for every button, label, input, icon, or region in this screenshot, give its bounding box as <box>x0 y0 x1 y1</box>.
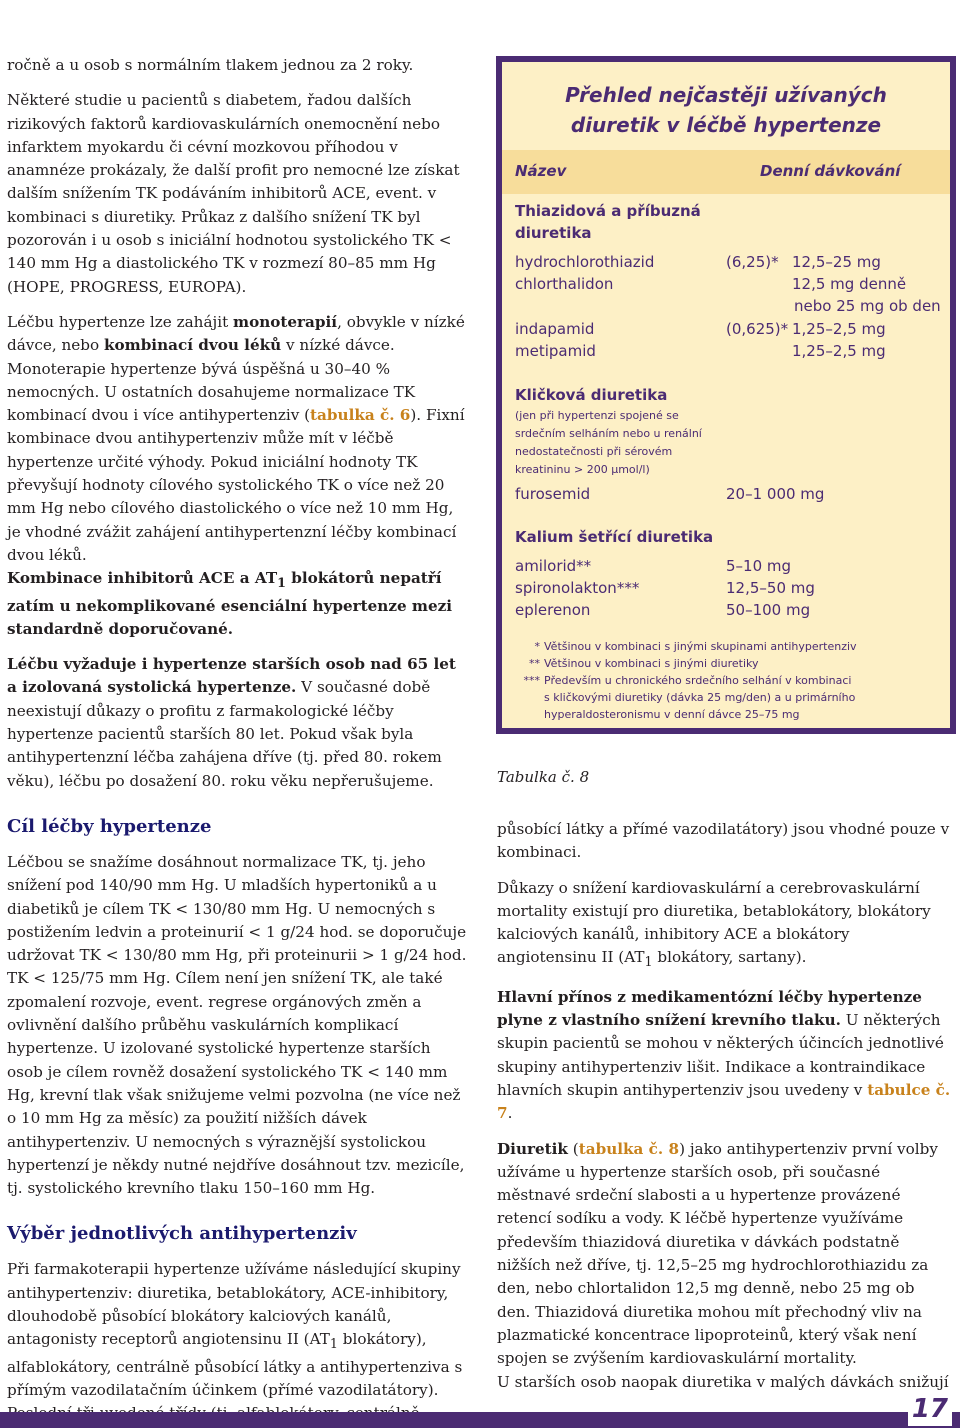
text: blokátory, sartany). <box>652 948 807 967</box>
text: Důkazy o snížení kardiovaskulární a cerebrovaskulární mortality existují pro diuretika, betablokátory, blokátory kalciových kanálů, inhibitory ACE a blokátory angiotensinu II (AT <box>497 878 931 967</box>
dose-value: 50–100 mg <box>726 601 811 619</box>
group-heading: diuretika <box>515 224 592 242</box>
text: blokátorů nepatří zatím u nekomplikované esenciální hypertenze mezi standardně doporučované. <box>7 569 453 638</box>
text-bold: kombinací dvou léků <box>103 336 282 355</box>
dose-prefix: (0,625)* <box>726 320 789 338</box>
group-note: srdečním selháním nebo u renální <box>515 427 702 440</box>
text-bold: Hlavní přínos z medikamentózní léčby hypertenze plyne z vlastního snížení krevního tlaku. <box>497 987 922 1030</box>
group-note: kreatininu > 200 µmol/l) <box>515 463 650 476</box>
paragraph: U starších osob naopak diuretika v malých dávkách snižují <box>497 1372 949 1391</box>
dose-prefix: (6,25)* <box>726 253 779 271</box>
text: Léčbu hypertenze lze zahájit <box>7 312 233 331</box>
drug-name: spironolakton*** <box>515 579 640 597</box>
group-note: (jen při hypertenzi spojené se <box>515 409 679 422</box>
text: v nízké dávce. Monoterapie hypertenze bývá úspěšná u 30–40 % nemocných. U ostatních dosahujeme normalizace TK kombinací dvou i více antihypertenziv ( <box>7 336 416 425</box>
drug-name: eplerenon <box>515 601 591 619</box>
drug-name: indapamid <box>515 320 595 338</box>
dose-value: 1,25–2,5 mg <box>792 320 886 338</box>
table-title <box>502 80 950 140</box>
group-heading: Kličková diuretika <box>515 386 668 404</box>
text: blokátory), alfablokátory, centrálně působící látky a antihypertenziva s přímým vazodilatačním účinkem (přímé vazodilatátory). <box>7 1330 463 1399</box>
table-reference: tabulka č. 6 <box>310 406 411 425</box>
paragraph: působící látky a přímé vazodilatátory) jsou vhodné pouze v kombinaci. <box>497 820 950 862</box>
text: , obvykle v nízké dávce, nebo <box>7 312 465 355</box>
text: ). Fixní kombinace dvou antihypertenziv může mít v léčbě hypertenze určité výhody. Pokud iniciální hodnoty TK převyšují hodnoty cílového systolického TK o více než 20 mm Hg nebo cílového diastolického o více než 10 mm Hg, je vhodné zvážit zahájení antihypertenzní léčby kombinací dvou léků. <box>7 406 465 564</box>
group-heading: Kalium šetřící diuretika <box>515 528 714 546</box>
text: Při farmakoterapii hypertenze užíváme následující skupiny antihypertenziv: diuretika, betablokátory, ACE-inhibitory, dlouhodobě působící blokátory kalciových kanálů, antagonisty receptorů angiotensinu II (AT <box>7 1260 461 1349</box>
text: ) jako antihypertenziv první volby užíváme u hypertenze starších osob, při současné městnavé srdeční slabosti a u hypertenze provázené retencí sodíku a vody. K léčbě hypertenze využíváme především thiazidová diuretika v dávkách podstatně nižších než dříve, tj. 12,5–25 mg hydrochlorothiazidu za den, nebo chlortalidon 12,5 mg denně, nebo 25 mg ob den. Thiazidová diuretika mohou mít přechodný vliv na plazmatické koncentrace lipoproteinů, který však není spojen se zvýšením kardiovaskulární mortality. <box>497 1139 938 1368</box>
dose-value: 5–10 mg <box>726 557 792 575</box>
dose-value: 12,5–25 mg <box>792 253 881 271</box>
text: V současné době neexistují důkazy o profitu z farmakologické léčby hypertenze pacientů starších 80 let. Pokud však byla antihypertenzní léčba zahájena dříve (tj. před 80. rokem věku), léčbu po dosažení 80. roku věku nepřerušujeme. <box>7 678 442 790</box>
text-bold: monoterapií <box>233 312 338 331</box>
paragraph-bold <box>7 567 469 641</box>
footnote: hyperaldosteronismu v denní dávce 25–75 mg <box>544 708 800 721</box>
footnote-marker: * <box>534 640 540 653</box>
footer-bar <box>0 1412 960 1428</box>
dose-value: 1,25–2,5 mg <box>792 342 886 360</box>
table-reference: tabulka č. 8 <box>578 1139 680 1158</box>
paragraph <box>7 1258 469 1425</box>
diuretics-table <box>496 56 956 734</box>
dose-value: 12,5–50 mg <box>726 579 815 597</box>
table-caption: Tabulka č. 8 <box>497 768 590 786</box>
dose-value: 20–1 000 mg <box>726 485 825 503</box>
paragraph: ročně a u osob s normálním tlakem jednou za 2 roky. <box>7 56 414 74</box>
text: . <box>507 1104 513 1123</box>
subscript: 1 <box>277 575 286 591</box>
text-bold: Léčbu vyžaduje i hypertenze starších osob nad 65 let a izolovaná systolická hypertenze. <box>7 655 456 697</box>
paragraph <box>497 877 952 974</box>
footnote-marker: *** <box>523 674 540 687</box>
footnote: s kličkovými diuretiky (dávka 25 mg/den) a u primárního <box>544 691 856 704</box>
section-heading: Výběr jednotlivých antihypertenziv <box>7 1223 357 1245</box>
text-bold: Diuretik <box>497 1139 568 1158</box>
footnote-marker: ** <box>529 657 540 670</box>
page-number: 17 <box>908 1392 952 1426</box>
paragraph <box>7 653 469 793</box>
table-reference: tabulce č. 7 <box>497 1081 951 1123</box>
paragraph: Některé studie u pacientů s diabetem, řadou dalších rizikových faktorů kardiovaskulárních onemocnění nebo infarktem myokardu či cévní mozkovou příhodou v anamnéze prokázaly, že další profit pro nemocné lze získat dalším snížením TK podáváním inhibitorů ACE, event. v kombinaci s diuretiky. Průkaz z dalšího snížení TK byl pozorován i u osob s iniciální hodnotou systolického TK < 140 mm Hg a diastolického TK v rozmezí 80–85 mm Hg (HOPE, PROGRESS, EUROPA). <box>7 91 460 296</box>
section-heading: Cíl léčby hypertenze <box>7 815 212 837</box>
paragraph <box>497 1138 952 1371</box>
footnote: Především u chronického srdečního selhání v kombinaci <box>544 674 852 687</box>
table-title-line: Přehled nejčastěji užívaných <box>565 83 887 107</box>
column-header-name: Název <box>515 162 567 180</box>
paragraph <box>7 311 469 567</box>
text: U některých skupin pacientů se mohou v některých účincích jednotlivé skupiny antihypertenziv lišit. Indikace a kontraindikace hlavních skupin antihypertenziv jsou uvedeny v <box>497 1011 944 1099</box>
text: Kombinace inhibitorů ACE a AT <box>7 569 278 588</box>
drug-name: amilorid** <box>515 557 592 575</box>
group-note: nedostatečnosti při sérovém <box>515 445 673 458</box>
drug-name: metipamid <box>515 342 596 360</box>
paragraph: Léčbou se snažíme dosáhnout normalizace TK, tj. jeho snížení pod 140/90 mm Hg. U mladších hypertoniků a u diabetiků je cílem TK < 130/80 mm Hg. U nemocných s postižením ledvin a proteinurií < 1 g/24 hod. se doporučuje udržovat TK < 130/80 mm Hg, při proteinurii > 1 g/24 hod. TK < 125/75 mm Hg. Cílem není jen snížení TK, ale také zpomalení rozvoje, event. regrese orgánových změn a ovlivnění dalšího průběhu vaskulárních komplikací hypertenze. U izolované systolické hypertenze starších osob je cílem rovněž dosažení systolického TK < 140 mm Hg, krevní tlak však snižujeme velmi pozvolna (ne více než o 10 mm Hg za měsíc) za použití nižších dávek antihypertenziv. U nemocných s výraznější systolickou hypertenzí je někdy nutné nejdříve dosáhnout tzv. mezicíle, tj. systolického krevního tlaku 150–160 mm Hg. <box>7 852 467 1198</box>
subscript: 1 <box>329 1336 338 1352</box>
table-header-row <box>502 150 950 194</box>
paragraph <box>497 986 952 1126</box>
subscript: 1 <box>644 954 653 970</box>
footnote: Většinou v kombinaci s jinými diuretiky <box>544 657 759 670</box>
left-column <box>7 54 469 1426</box>
dose-value: 12,5 mg denně <box>792 275 907 293</box>
dose-value: nebo 25 mg ob den <box>794 297 941 315</box>
footnote: Většinou v kombinaci s jinými skupinami antihypertenziv <box>544 640 857 653</box>
right-column <box>497 818 952 1394</box>
drug-name: chlorthalidon <box>515 275 614 293</box>
text: ( <box>567 1139 579 1158</box>
group-heading: Thiazidová a příbuzná <box>515 202 701 220</box>
table-title-line: diuretik v léčbě hypertenze <box>570 113 882 137</box>
drug-name: hydrochlorothiazid <box>515 253 655 271</box>
column-header-dose: Denní dávkování <box>760 162 901 180</box>
drug-name: furosemid <box>515 485 591 503</box>
